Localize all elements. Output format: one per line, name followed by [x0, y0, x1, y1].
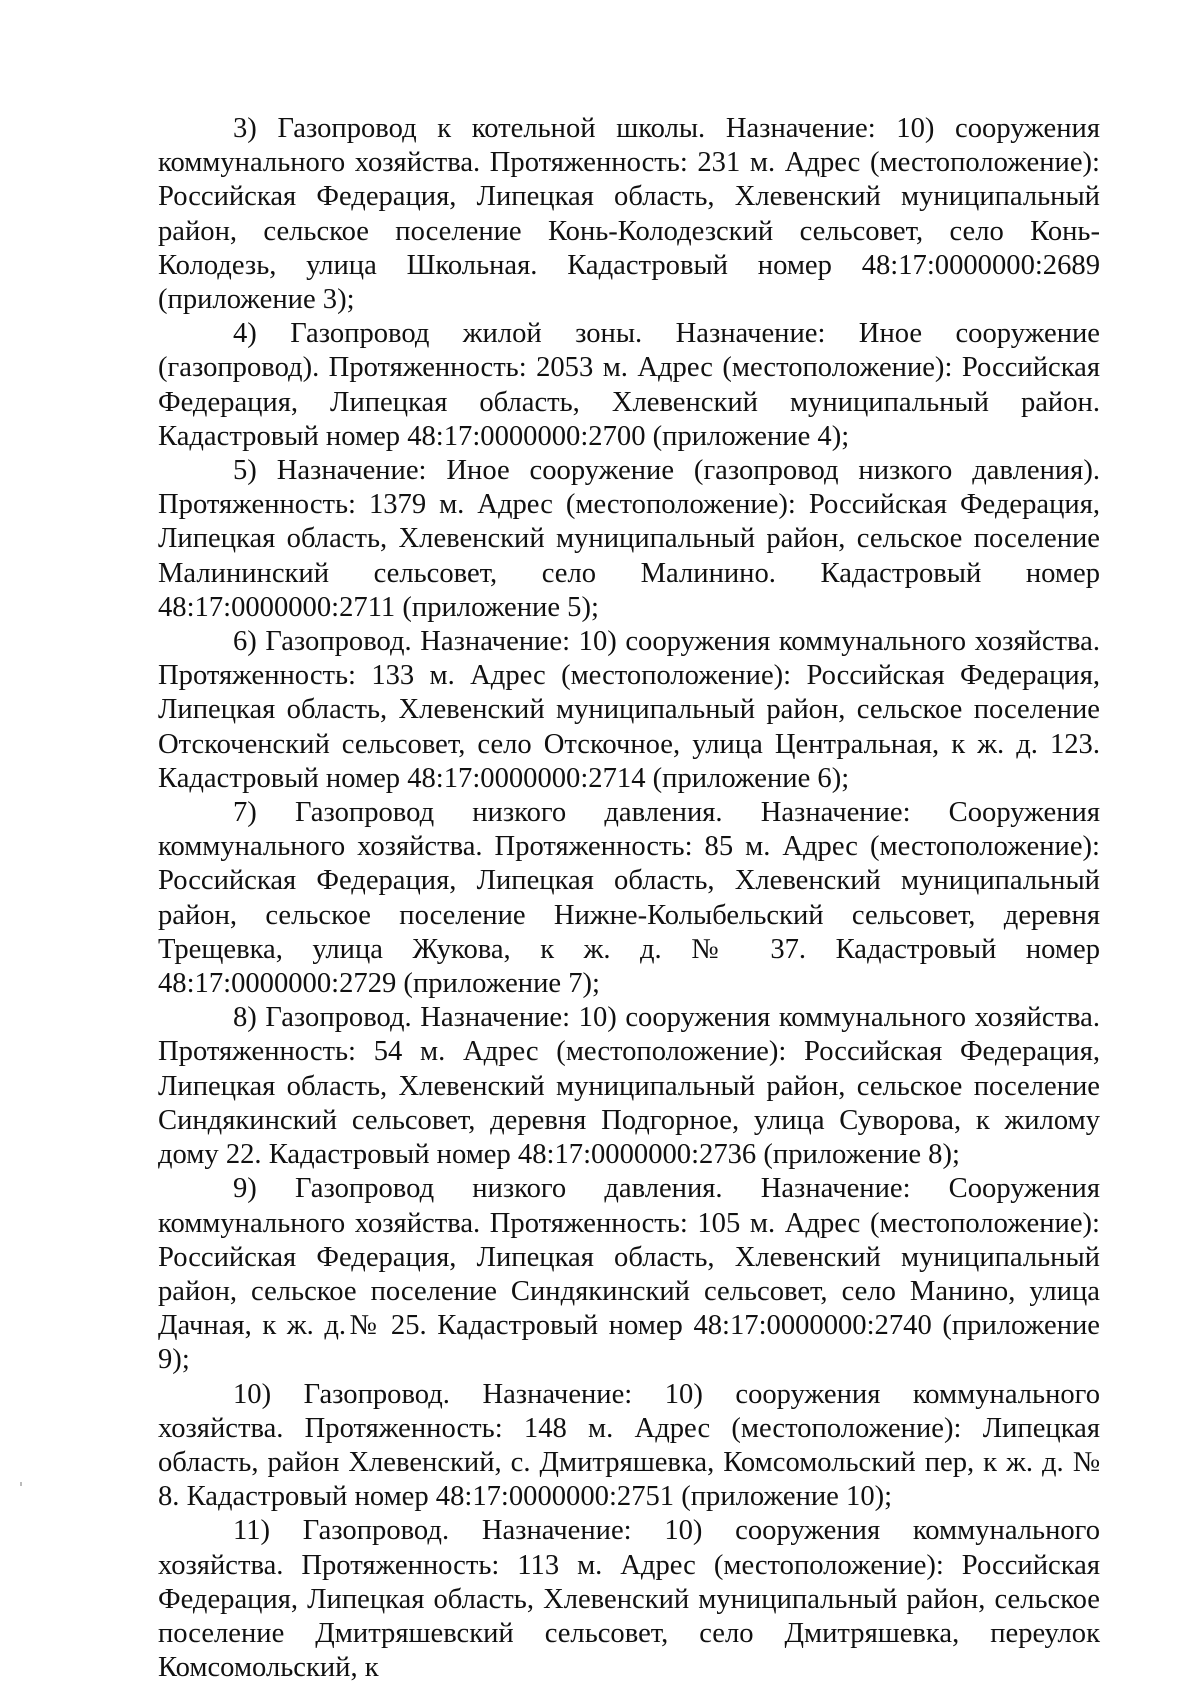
- list-item-3: 3) Газопровод к котельной школы. Назначение: 10) сооружения коммунального хозяйства. Протяженность: 231 м. Адрес (местоположение): Российская Федерация, Липецкая область, Хлевенский муниципальный район, сельское поселение Конь-Колодезский сельсовет, село Конь-Колодезь, улица Школьная. Кадастровый номер 48:17:0000000:2689 (приложение 3);: [158, 113, 1100, 316]
- document-body: [158, 112, 1100, 1685]
- list-item-6: 6) Газопровод. Назначение: 10) сооружения коммунального хозяйства. Протяженность: 133 м. Адрес (местоположение): Российская Федерация, Липецкая область, Хлевенский муниципальный район, сельское поселение Отскоченский сельсовет, село Отскочное, улица Центральная, к ж. д. 123. Кадастровый номер 48:17:0000000:2714 (приложение 6);: [158, 626, 1100, 794]
- scan-artifact: [20, 1482, 22, 1486]
- list-item-10: 10) Газопровод. Назначение: 10) сооружения коммунального хозяйства. Протяженность: 148 м. Адрес (местоположение): Липецкая область, район Хлевенский, с. Дмитряшевка, Комсомольский пер, к ж. д. № 8. Кадастровый номер 48:17:0000000:2751 (приложение 10);: [158, 1378, 1100, 1513]
- list-item-9: 9) Газопровод низкого давления. Назначение: Сооружения коммунального хозяйства. Протяженность: 105 м. Адрес (местоположение): Российская Федерация, Липецкая область, Хлевенский муниципальный район, сельское поселение Синдякинский сельсовет, село Манино, улица Дачная, к ж. д.№ 25. Кадастровый номер 48:17:0000000:2740 (приложение 9);: [158, 1173, 1100, 1376]
- list-item-8: 8) Газопровод. Назначение: 10) сооружения коммунального хозяйства. Протяженность: 54 м. Адрес (местоположение): Российская Федерация, Липецкая область, Хлевенский муниципальный район, сельское поселение Синдякинский сельсовет, деревня Подгорное, улица Суворова, к жилому дому 22. Кадастровый номер 48:17:0000000:2736 (приложение 8);: [158, 1002, 1100, 1171]
- list-item-7: 7) Газопровод низкого давления. Назначение: Сооружения коммунального хозяйства. Протяженность: 85 м. Адрес (местоположение): Российская Федерация, Липецкая область, Хлевенский муниципальный район, сельское поселение Нижне-Колыбельский сельсовет, деревня Трещевка, улица Жукова, к ж. д. № 37. Кадастровый номер 48:17:0000000:2729 (приложение 7);: [158, 797, 1100, 1000]
- list-item-11: 11) Газопровод. Назначение: 10) сооружения коммунального хозяйства. Протяженность: 113 м. Адрес (местоположение): Российская Федерация, Липецкая область, Хлевенский муниципальный район, сельское поселение Дмитряшевский сельсовет, село Дмитряшевка, переулок Комсомольский, к: [158, 1515, 1100, 1684]
- list-item-4: 4) Газопровод жилой зоны. Назначение: Иное сооружение (газопровод). Протяженность: 2053 м. Адрес (местоположение): Российская Федерация, Липецкая область, Хлевенский муниципальный район. Кадастровый номер 48:17:0000000:2700 (приложение 4);: [158, 318, 1100, 452]
- list-item-5: 5) Назначение: Иное сооружение (газопровод низкого давления). Протяженность: 1379 м. Адрес (местоположение): Российская Федерация, Липецкая область, Хлевенский муниципальный район, сельское поселение Малининский сельсовет, село Малинино. Кадастровый номер 48:17:0000000:2711 (приложение 5);: [158, 455, 1100, 623]
